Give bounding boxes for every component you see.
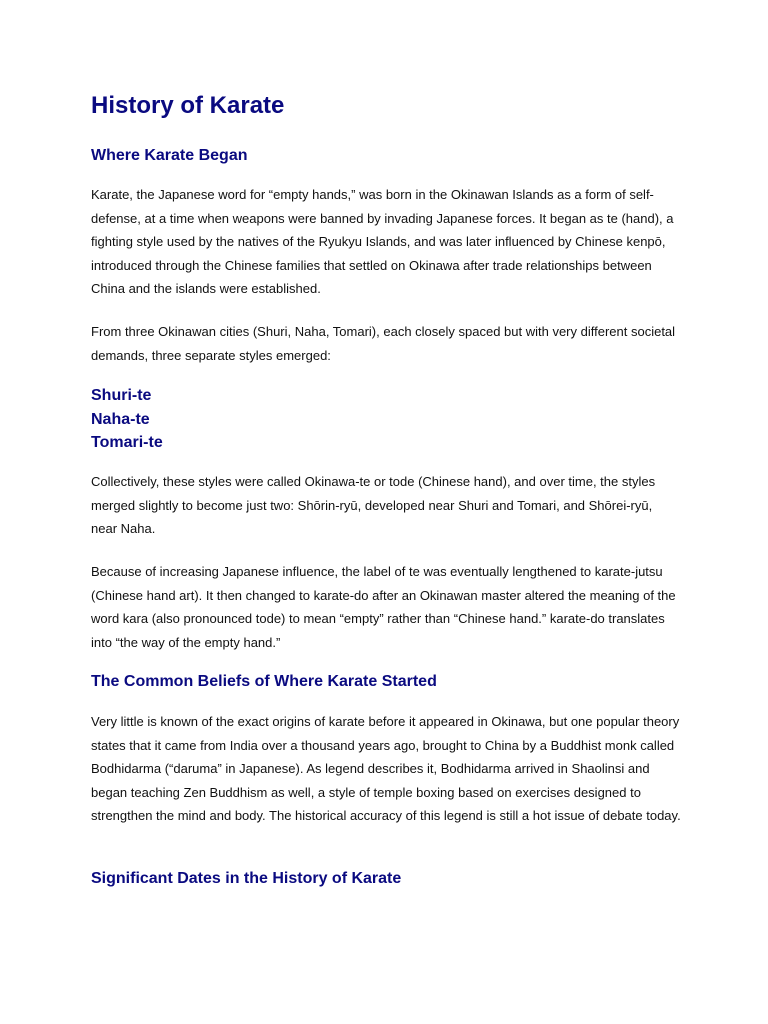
page-title: History of Karate <box>91 92 285 119</box>
style-tomari-te: Tomari-te <box>91 434 163 451</box>
style-naha-te: Naha-te <box>91 410 150 428</box>
paragraph-bodhidarma: Very little is known of the exact origins of karate before it appeared in Okinawa, but one popular theory states that it came from India over a thousand years ago, brought to China by a Buddhist monk called Bodhidarma (“daruma” in Japanese). As legend describes it, Bodhidarma arrived in Shaolinsi and began teaching Zen Buddhism as well, a style of temple boxing based on exercises designed to strengthen the mind and body. The historical accuracy of this legend is still a hot issue of debate today. <box>91 714 681 823</box>
style-shuri-te: Shuri-te <box>91 387 152 404</box>
paragraph-origins: Karate, the Japanese word for “empty hands,” was born in the Okinawan Islands as a form of self-defense, at a time when weapons were banned by invading Japanese forces. It began as te (hand), a fighting style used by the natives of the Ryukyu Islands, and was later influenced by Chinese kenpō, introduced through the Chinese families that settled on Okinawa after trade relationships between China and the islands were established. <box>91 187 674 296</box>
paragraph-okinawa-te: Collectively, these styles were called Okinawa-te or tode (Chinese hand), and over time, the styles merged slightly to become just two: Shōrin-ryū, developed near Shuri and Tomari, and Shōrei-ryū, near Naha. <box>91 474 656 536</box>
karate-styles-list <box>91 384 163 455</box>
paragraph-three-cities: From three Okinawan cities (Shuri, Naha, Tomari), each closely spaced but with very different societal demands, three separate styles emerged: <box>91 324 676 363</box>
paragraph-japanese-influence: Because of increasing Japanese influence, the label of te was eventually lengthened to karate-jutsu (Chinese hand art). It then changed to karate-do after an Okinawan master altered the meaning of the word kara (also pronounced tode) to mean “empty” rather than “Chinese hand.” karate-do translates into “the way of the empty hand.” <box>91 564 676 650</box>
section-heading-where-karate-began: Where Karate Began <box>91 147 248 164</box>
section-heading-significant-dates: Significant Dates in the History of Karate <box>91 870 402 887</box>
section-heading-common-beliefs: The Common Beliefs of Where Karate Started <box>91 673 437 690</box>
